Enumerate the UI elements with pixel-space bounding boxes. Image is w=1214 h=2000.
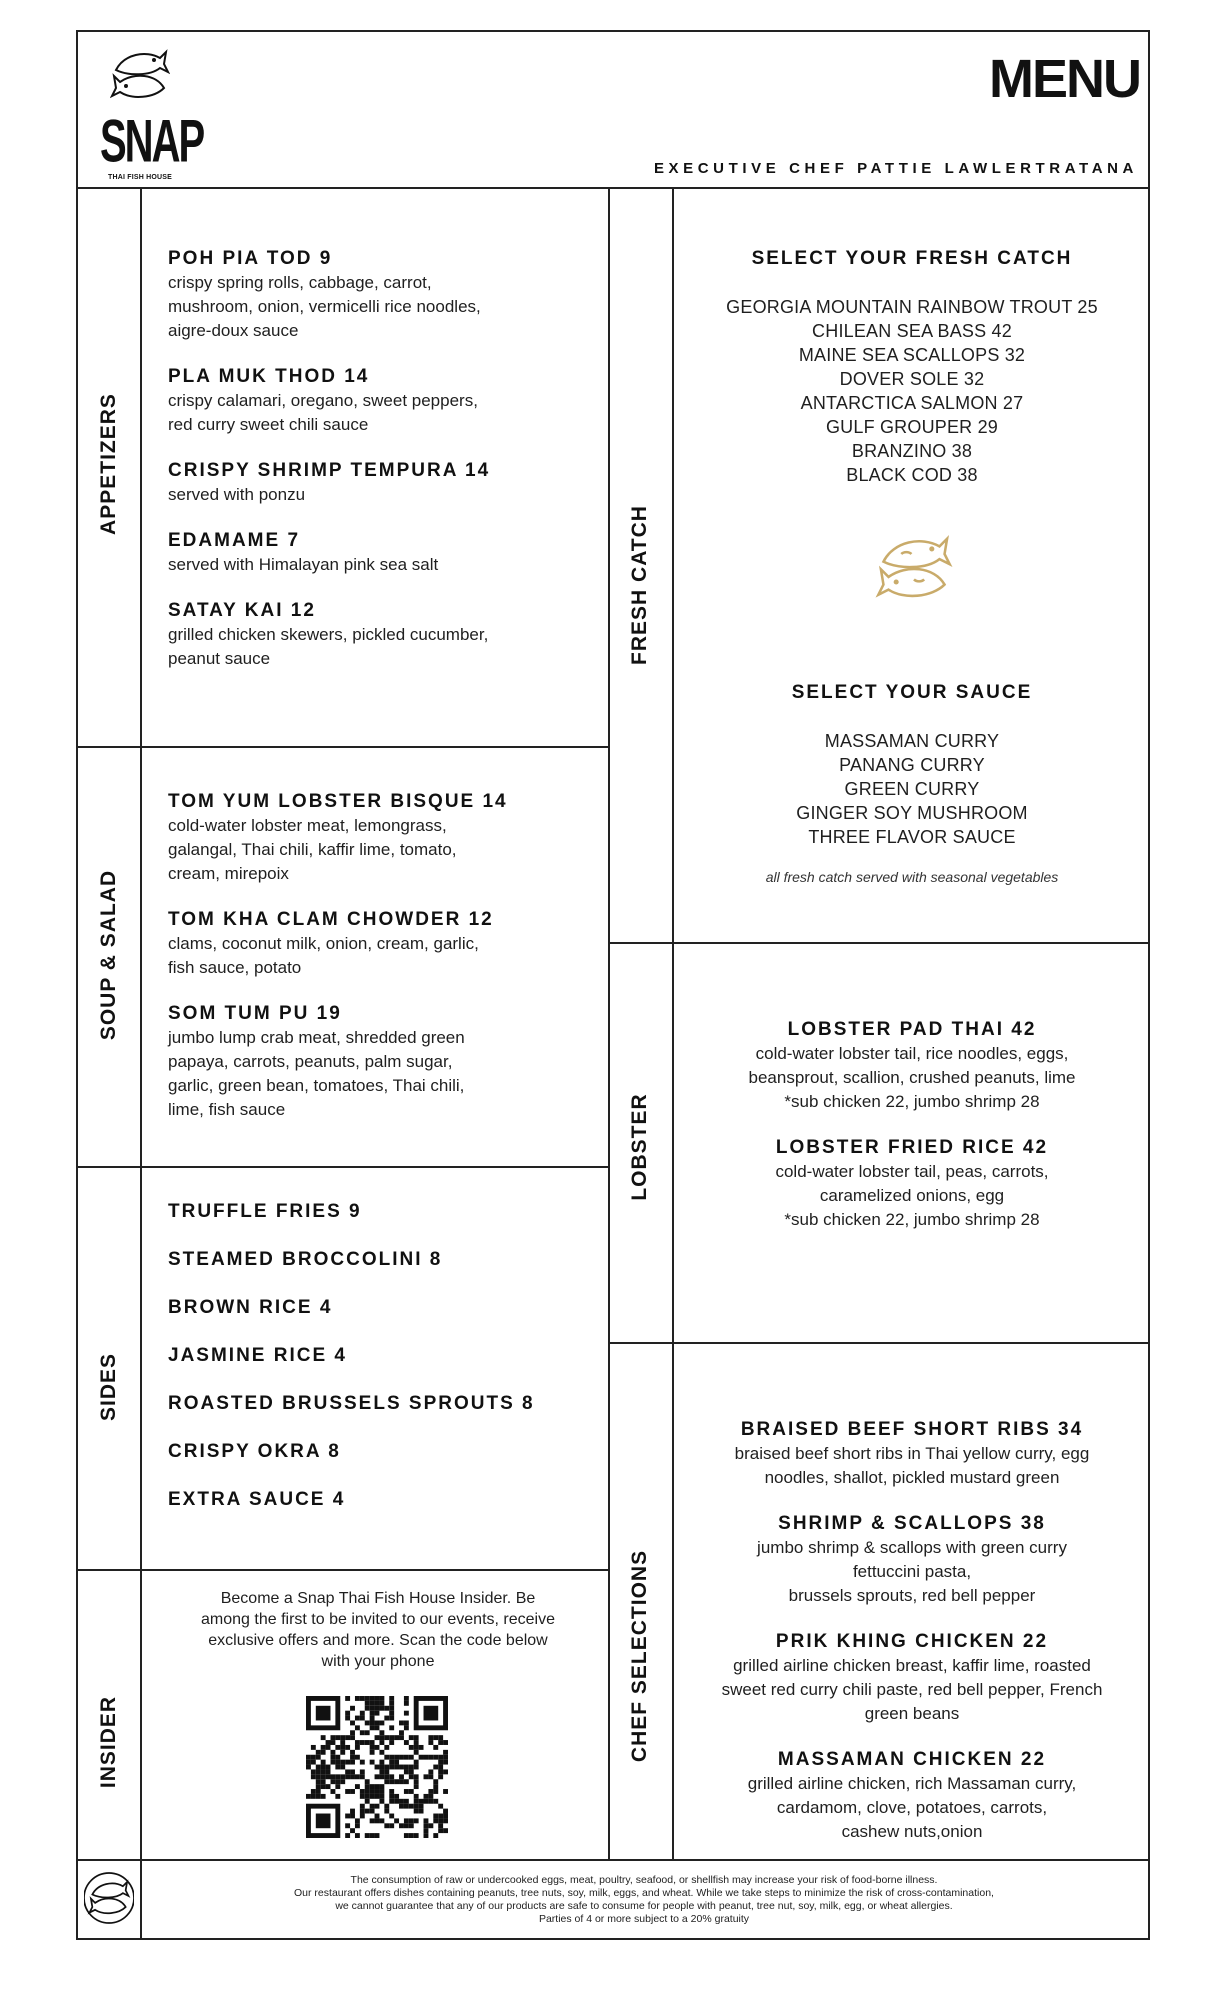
fish-logo-icon: [110, 42, 170, 108]
footer-line: The consumption of raw or undercooked eggs, meat, poultry, seafood, or shellfish may increase your risk of food-borne illness.: [350, 1874, 938, 1886]
item-desc: peanut sauce: [168, 649, 271, 668]
footer-line: Parties of 4 or more subject to a 20% gratuity: [538, 1913, 750, 1925]
soup-salad-list: [168, 790, 588, 1144]
item-name: MASSAMAN CHICKEN 22: [777, 1749, 1047, 1770]
section-label-sides: SIDES: [97, 1352, 120, 1422]
menu-item: [168, 1002, 588, 1122]
item-desc: brussels sprouts, red bell pepper: [788, 1586, 1036, 1605]
lobster-list: [676, 1018, 1148, 1254]
item-name: PRIK KHING CHICKEN 22: [775, 1631, 1049, 1652]
item-desc: cold-water lobster meat, lemongrass,: [168, 816, 447, 835]
item-desc: cashew nuts,onion: [841, 1822, 983, 1841]
catch-item: DOVER SOLE 32: [839, 369, 985, 389]
footer-disclaimer: [144, 1874, 1144, 1926]
catch-item: GEORGIA MOUNTAIN RAINBOW TROUT 25: [726, 297, 1098, 317]
catch-item: ANTARCTICA SALMON 27: [800, 393, 1024, 413]
right-label-divider: [672, 187, 674, 1859]
item-name: LOBSTER FRIED RICE 42: [775, 1137, 1049, 1158]
menu-item: [676, 1512, 1148, 1608]
footer-line: Our restaurant offers dishes containing peanuts, tree nuts, soy, milk, eggs, and wheat. While we take steps to minimize the risk of cross-contamination,: [294, 1887, 994, 1899]
logo-wordmark: SNAP: [100, 109, 204, 175]
item-desc: grilled airline chicken, rich Massaman curry,: [747, 1774, 1077, 1793]
item-name: TOM KHA CLAM CHOWDER 12: [168, 909, 494, 930]
section-label-fresh-catch: FRESH CATCH: [628, 505, 651, 665]
item-desc: fettuccini pasta,: [852, 1562, 972, 1581]
item-desc: jumbo lump crab meat, shredded green: [168, 1028, 465, 1047]
side-item: ROASTED BRUSSELS SPROUTS 8: [168, 1393, 535, 1414]
sides-list: [168, 1200, 588, 1536]
menu-item: [676, 1018, 1148, 1114]
section-label-soup-salad: SOUP & SALAD: [97, 869, 120, 1041]
section-label-appetizers: APPETIZERS: [97, 393, 120, 535]
side-item: STEAMED BROCCOLINI 8: [168, 1249, 443, 1270]
side-item: BROWN RICE 4: [168, 1297, 333, 1318]
item-desc: crispy calamari, oregano, sweet peppers,: [168, 391, 478, 410]
catch-item: BLACK COD 38: [846, 465, 978, 485]
side-item: EXTRA SAUCE 4: [168, 1489, 346, 1510]
item-name: TOM YUM LOBSTER BISQUE 14: [168, 791, 508, 812]
item-desc: grilled airline chicken breast, kaffir lime, roasted: [733, 1656, 1091, 1675]
logo-subtitle: THAI FISH HOUSE: [107, 174, 173, 181]
menu-item: [676, 1748, 1148, 1844]
sauce-item: GREEN CURRY: [844, 779, 980, 799]
menu-item: [676, 1630, 1148, 1726]
side-item: TRUFFLE FRIES 9: [168, 1201, 362, 1222]
catch-item: BRANZINO 38: [851, 441, 973, 461]
item-name: LOBSTER PAD THAI 42: [787, 1019, 1037, 1040]
soup-divider: [78, 1166, 610, 1168]
insider-text: exclusive offers and more. Scan the code below: [208, 1632, 548, 1649]
insider-text-block: [158, 1588, 598, 1672]
item-desc: sweet red curry chili paste, red bell pepper, French: [721, 1680, 1103, 1699]
menu-item: [676, 1136, 1148, 1232]
item-desc: braised beef short ribs in Thai yellow curry, egg: [734, 1444, 1090, 1463]
fresh-catch-block: [676, 247, 1148, 487]
footer-fish-icon: [84, 1870, 134, 1926]
item-desc: galangal, Thai chili, kaffir lime, tomato,: [168, 840, 457, 859]
item-name: SATAY KAI 12: [168, 600, 316, 621]
logo: [100, 42, 204, 192]
header-divider: [78, 187, 1148, 189]
item-desc: clams, coconut milk, onion, cream, garlic,: [168, 934, 479, 953]
item-desc: cold-water lobster tail, rice noodles, eggs,: [755, 1044, 1069, 1063]
gold-fish-icon: [874, 526, 954, 610]
menu-item: [168, 908, 588, 980]
menu-item: [168, 247, 588, 343]
insider-text: Become a Snap Thai Fish House Insider. Be: [220, 1590, 536, 1607]
sides-divider: [78, 1569, 610, 1571]
menu-frame: [76, 30, 1150, 1940]
sauce-item: PANANG CURRY: [839, 755, 985, 775]
section-label-insider: INSIDER: [97, 1695, 120, 1789]
left-label-divider: [140, 187, 142, 1859]
item-desc: cardamom, clove, potatoes, carrots,: [776, 1798, 1048, 1817]
sauce-item: GINGER SOY MUSHROOM: [796, 803, 1028, 823]
item-desc: cold-water lobster tail, peas, carrots,: [775, 1162, 1049, 1181]
item-desc: served with Himalayan pink sea salt: [168, 555, 439, 574]
item-desc: *sub chicken 22, jumbo shrimp 28: [784, 1092, 1040, 1111]
insider-text: among the first to be invited to our events, receive: [201, 1611, 555, 1628]
appetizers-divider: [78, 746, 610, 748]
item-desc: mushroom, onion, vermicelli rice noodles,: [168, 297, 481, 316]
menu-item: [168, 599, 588, 671]
item-desc: *sub chicken 22, jumbo shrimp 28: [784, 1210, 1040, 1229]
footer-logo-divider: [140, 1859, 142, 1938]
item-desc: served with ponzu: [168, 485, 306, 504]
insider-text: with your phone: [321, 1653, 435, 1670]
catch-item: CHILEAN SEA BASS 42: [812, 321, 1012, 341]
item-name: PLA MUK THOD 14: [168, 366, 370, 387]
item-desc: red curry sweet chili sauce: [168, 415, 369, 434]
chef-selections-list: [676, 1418, 1148, 1866]
item-desc: green beans: [864, 1704, 960, 1723]
menu-item: [168, 365, 588, 437]
item-desc: beansprout, scallion, crushed peanuts, lime: [748, 1068, 1076, 1087]
sauce-item: MASSAMAN CURRY: [824, 731, 1000, 751]
section-label-lobster: LOBSTER: [628, 1093, 651, 1201]
sauce-item: THREE FLAVOR SAUCE: [808, 827, 1016, 847]
catch-title: SELECT YOUR FRESH CATCH: [751, 248, 1073, 269]
catch-item: GULF GROUPER 29: [825, 417, 999, 437]
item-desc: papaya, carrots, peanuts, palm sugar,: [168, 1052, 453, 1071]
section-label-chef-selections: CHEF SELECTIONS: [628, 1549, 651, 1763]
lobster-divider: [608, 1342, 1148, 1344]
catch-note: all fresh catch served with seasonal vegetables: [765, 869, 1059, 885]
sauce-title: SELECT YOUR SAUCE: [791, 682, 1033, 703]
chef-credit: EXECUTIVE CHEF PATTIE LAWLERTRATANA: [653, 160, 1138, 177]
item-name: BRAISED BEEF SHORT RIBS 34: [740, 1419, 1084, 1440]
item-name: POH PIA TOD 9: [168, 248, 333, 269]
footer-line: we cannot guarantee that any of our products are safe to consume for people with peanut, tree nut, soy, milk, egg, or wheat allergies.: [335, 1900, 953, 1912]
item-desc: noodles, shallot, pickled mustard green: [764, 1468, 1060, 1487]
side-item: JASMINE RICE 4: [168, 1345, 347, 1366]
item-name: EDAMAME 7: [168, 530, 301, 551]
item-desc: lime, fish sauce: [168, 1100, 286, 1119]
appetizers-list: [168, 247, 588, 693]
qr-code[interactable]: [306, 1696, 448, 1838]
page-title: MENU: [989, 49, 1140, 109]
item-desc: fish sauce, potato: [168, 958, 302, 977]
menu-item: [676, 1418, 1148, 1490]
item-desc: cream, mirepoix: [168, 864, 289, 883]
item-desc: caramelized onions, egg: [819, 1186, 1005, 1205]
item-desc: crispy spring rolls, cabbage, carrot,: [168, 273, 432, 292]
catch-item: MAINE SEA SCALLOPS 32: [798, 345, 1026, 365]
menu-item: [168, 790, 588, 886]
side-item: CRISPY OKRA 8: [168, 1441, 341, 1462]
item-desc: jumbo shrimp & scallops with green curry: [757, 1538, 1067, 1557]
item-name: SHRIMP & SCALLOPS 38: [778, 1513, 1046, 1534]
item-desc: grilled chicken skewers, pickled cucumber,: [168, 625, 489, 644]
item-desc: aigre-doux sauce: [168, 321, 299, 340]
menu-item: [168, 529, 588, 577]
center-divider: [608, 187, 610, 1859]
fresh-catch-divider: [608, 942, 1148, 944]
item-desc: garlic, green bean, tomatoes, Thai chili,: [168, 1076, 465, 1095]
item-name: SOM TUM PU 19: [168, 1003, 342, 1024]
item-name: CRISPY SHRIMP TEMPURA 14: [168, 460, 491, 481]
menu-item: [168, 459, 588, 507]
sauce-block: [676, 681, 1148, 885]
